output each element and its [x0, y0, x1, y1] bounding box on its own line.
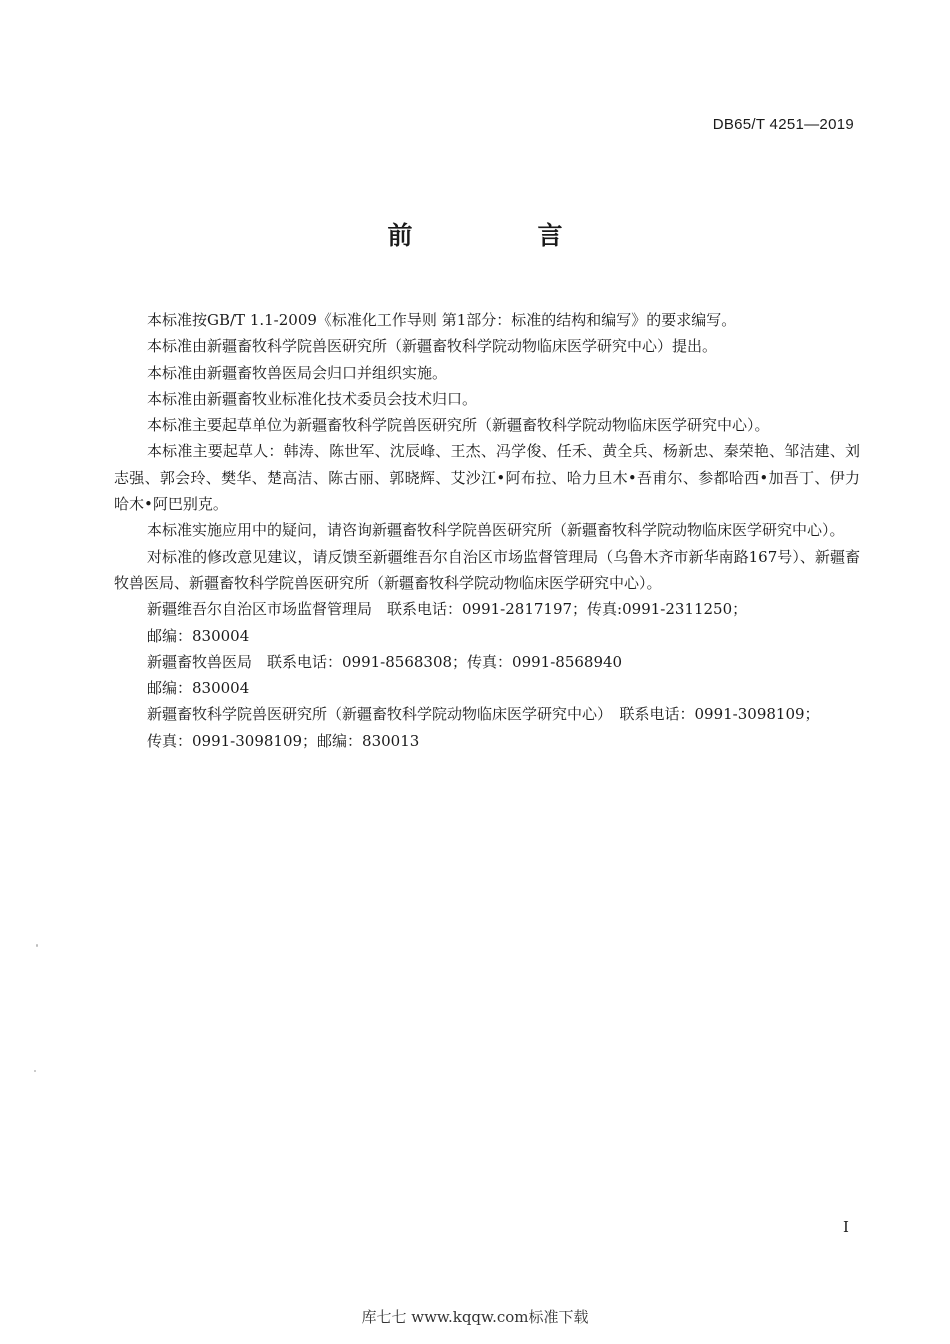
contact-line: 邮编：830004 [147, 679, 250, 698]
paragraph-proposer: 本标准由新疆畜牧科学院兽医研究所（新疆畜牧科学院动物临床医学研究中心）提出。 [147, 337, 718, 356]
paragraph-standard-basis: 本标准按GB/T 1.1-2009《标准化工作导则 第1部分：标准的结构和编写》的要求编写。 [147, 311, 737, 329]
page-number: I [843, 1218, 849, 1236]
paragraph-inquiries: 本标准实施应用中的疑问，请咨询新疆畜牧科学院兽医研究所（新疆畜牧科学院动物临床医学研究中心）。 [147, 521, 845, 540]
paragraph-implementer: 本标准由新疆畜牧兽医局会归口并组织实施。 [147, 363, 448, 382]
contact-line: 新疆畜牧兽医局 联系电话：0991-8568308；传真：0991-8568940 [147, 652, 623, 671]
paragraph-drafters: 本标准主要起草人：韩涛、陈世军、沈辰峰、王杰、冯学俊、任禾、黄全兵、杨新忠、秦荣艳、邹洁建、刘志强、郭会玲、樊华、楚高洁、陈古丽、郭晓辉、艾沙江•阿布拉、哈力旦木•吾甫尔、参都哈西•加吾丁、伊力哈木•阿巴别克。 [114, 442, 860, 514]
contact-line: 新疆畜牧科学院兽医研究所（新疆畜牧科学院动物临床医学研究中心） 联系电话：0991-3098109； [147, 705, 820, 724]
paragraph-feedback: 对标准的修改意见建议，请反馈至新疆维吾尔自治区市场监督管理局（乌鲁木齐市新华南路167号）、新疆畜牧兽医局、新疆畜牧科学院兽医研究所（新疆畜牧科学院动物临床医学研究中心）。 [114, 547, 860, 592]
scan-speck [36, 944, 38, 947]
watermark-footer: 库七七 www.kqqw.com标准下载 [361, 1308, 589, 1326]
contact-line: 传真：0991-3098109；邮编：830013 [147, 731, 420, 750]
document-code: DB65/T 4251—2019 [712, 116, 854, 133]
foreword-body [114, 307, 860, 754]
paragraph-drafting-unit: 本标准主要起草单位为新疆畜牧科学院兽医研究所（新疆畜牧科学院动物临床医学研究中心）。 [147, 416, 770, 435]
page-title: 前 言 [387, 221, 613, 250]
contact-line: 邮编：830004 [147, 626, 250, 645]
paragraph-technical-committee: 本标准由新疆畜牧业标准化技术委员会技术归口。 [147, 389, 478, 408]
scan-speck [34, 1070, 36, 1072]
contact-line: 新疆维吾尔自治区市场监督管理局 联系电话：0991-2817197；传真:0991-2311250； [147, 600, 748, 619]
